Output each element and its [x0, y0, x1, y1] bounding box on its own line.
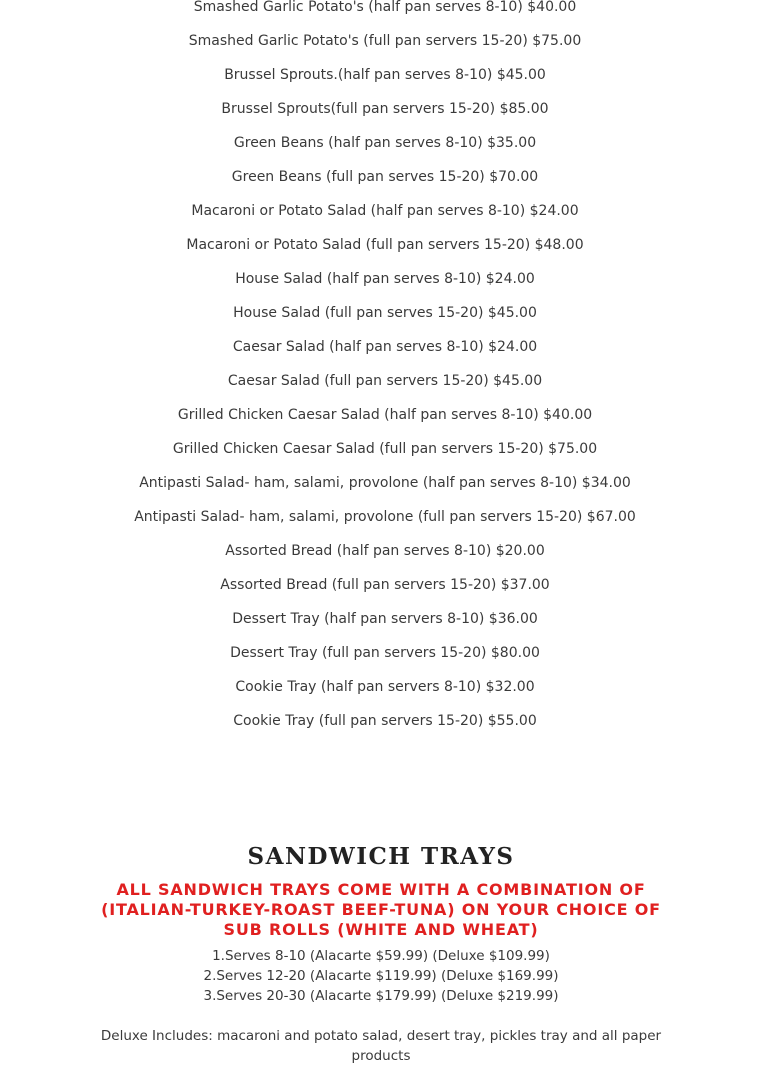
menu-item: Green Beans (half pan serves 8-10) $35.00 — [233, 135, 537, 151]
menu-item: Macaroni or Potato Salad (full pan servers 15-20) $48.00 — [186, 237, 584, 253]
menu-item: Dessert Tray (full pan servers 15-20) $80.00 — [230, 645, 540, 661]
menu-item: Grilled Chicken Caesar Salad (half pan serves 8-10) $40.00 — [177, 407, 593, 423]
menu-item: Macaroni or Potato Salad (half pan serves 8-10) $24.00 — [191, 203, 579, 219]
menu-item: Caesar Salad (half pan serves 8-10) $24.00 — [232, 339, 538, 355]
menu-item: Brussel Sprouts.(half pan serves 8-10) $45.00 — [224, 67, 546, 83]
menu-item: Dessert Tray (half pan servers 8-10) $36.00 — [232, 611, 538, 627]
serves-list — [0, 946, 762, 1006]
menu-item: Cookie Tray (full pan servers 15-20) $55.00 — [233, 713, 537, 729]
menu-item: Green Beans (full pan serves 15-20) $70.00 — [231, 169, 539, 185]
menu-item: House Salad (full pan serves 15-20) $45.00 — [233, 305, 537, 321]
sandwich-trays-section — [0, 840, 762, 1066]
menu-item: Caesar Salad (full pan servers 15-20) $45.00 — [227, 373, 543, 389]
menu-item: Smashed Garlic Potato's (full pan servers 15-20) $75.00 — [188, 33, 582, 49]
deluxe-includes-note: Deluxe Includes: macaroni and potato salad, desert tray, pickles tray and all paper products — [100, 1028, 662, 1064]
menu-item: Antipasti Salad- ham, salami, provolone (half pan serves 8-10) $34.00 — [139, 475, 631, 491]
menu-item: Antipasti Salad- ham, salami, provolone (full pan servers 15-20) $67.00 — [134, 509, 636, 525]
serves-option: 2.Serves 12-20 (Alacarte $119.99) (Deluxe $169.99) — [203, 968, 559, 984]
menu-item: Assorted Bread (half pan serves 8-10) $20.00 — [225, 543, 545, 559]
menu-item: House Salad (half pan serves 8-10) $24.00 — [235, 271, 535, 287]
menu-item: Smashed Garlic Potato's (half pan serves 8-10) $40.00 — [193, 0, 577, 15]
menu-item: Brussel Sprouts(full pan servers 15-20) $85.00 — [221, 101, 549, 117]
serves-option: 3.Serves 20-30 (Alacarte $179.99) (Deluxe $219.99) — [203, 988, 559, 1004]
menu-item: Cookie Tray (half pan servers 8-10) $32.00 — [235, 679, 535, 695]
menu-item: Assorted Bread (full pan servers 15-20) $37.00 — [220, 577, 550, 593]
serves-option: 1.Serves 8-10 (Alacarte $59.99) (Deluxe $109.99) — [212, 948, 550, 964]
menu-item: Grilled Chicken Caesar Salad (full pan servers 15-20) $75.00 — [172, 441, 598, 457]
section-title: SANDWICH TRAYS — [247, 843, 515, 870]
section-subtitle: ALL SANDWICH TRAYS COME WITH A COMBINATION OF (ITALIAN-TURKEY-ROAST BEEF-TUNA) ON YOUR CHOICE OF SUB ROLLS (WHITE AND WHEAT) — [101, 880, 661, 939]
